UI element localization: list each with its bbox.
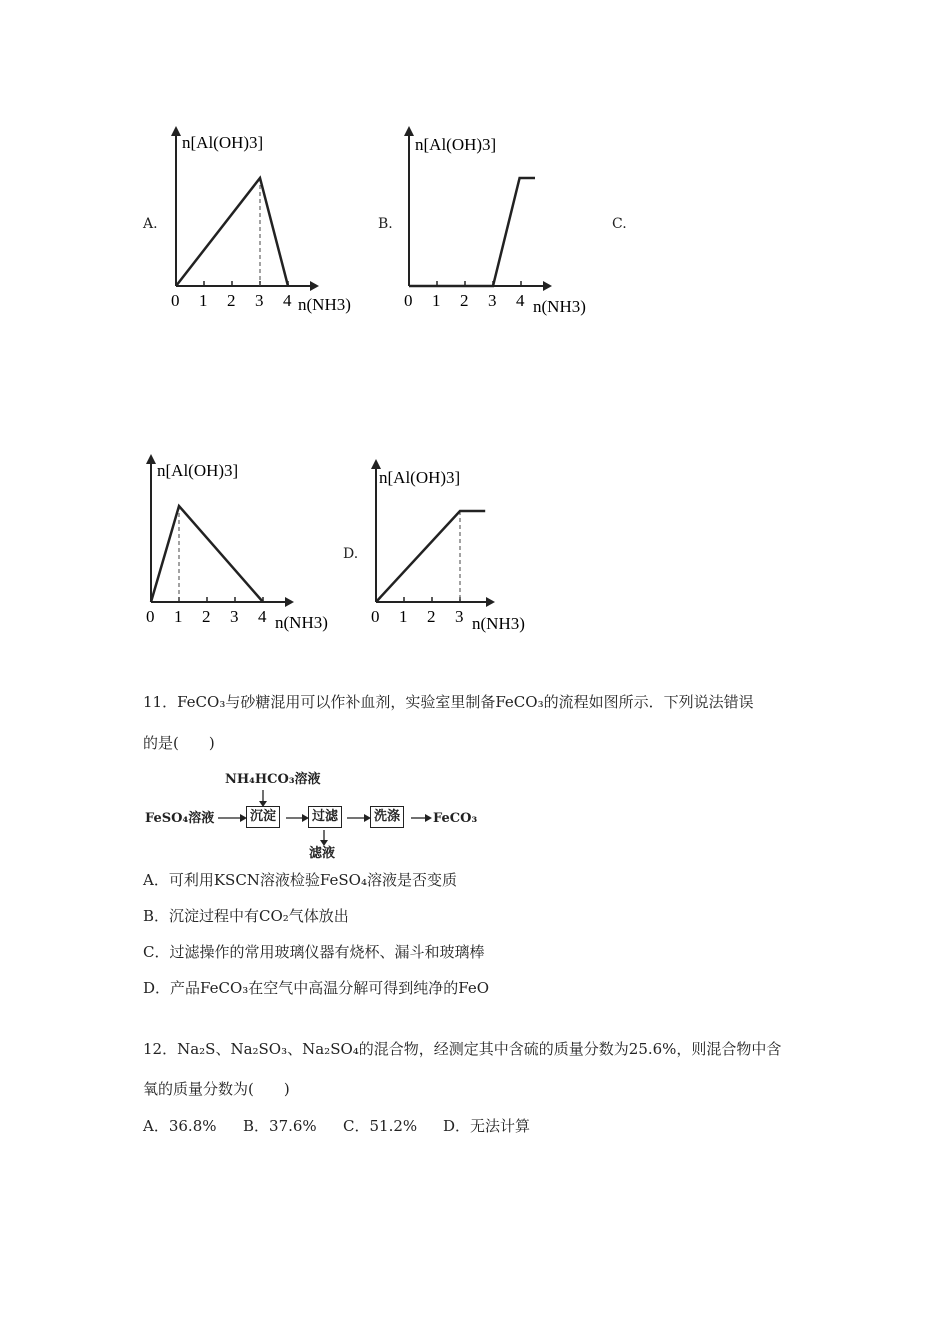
arrow-icon [425, 814, 432, 822]
graph-d [360, 455, 560, 640]
q11-option-c: C．过滤操作的常用玻璃仪器有烧杯、漏斗和玻璃棒 [143, 943, 485, 961]
arrow-icon [364, 814, 371, 822]
x-tick-label: 2 [227, 291, 236, 310]
x-tick-label: 1 [174, 607, 183, 626]
x-tick-label: 2 [427, 607, 436, 626]
x-axis-label: n(NH3) [533, 297, 586, 316]
option-label-d: D. [343, 546, 359, 562]
q12-option-c: C．51.2% [343, 1117, 418, 1135]
y-axis-label: n[Al(OH)3] [157, 461, 239, 480]
x-axis-label: n(NH3) [472, 614, 525, 633]
x-tick-label: 4 [283, 291, 292, 310]
x-tick-label: 3 [230, 607, 239, 626]
y-axis-arrow [146, 454, 156, 464]
x-tick-label: 0 [404, 291, 413, 310]
q12-stem-line1: 12．Na₂S、Na₂SO₃、Na₂SO₄的混合物，经测定其中含硫的质量分数为25.6%，则混合物中含 [143, 1040, 782, 1058]
x-axis-label: n(NH3) [275, 613, 328, 632]
data-line [409, 178, 535, 286]
x-tick-label: 3 [455, 607, 464, 626]
x-tick-label: 3 [488, 291, 497, 310]
x-tick-label: 0 [146, 607, 155, 626]
arrow-icon [240, 814, 247, 822]
data-line [376, 511, 485, 602]
data-line [151, 506, 263, 602]
arrow-icon [320, 840, 328, 846]
y-axis-label: n[Al(OH)3] [379, 468, 461, 487]
x-tick-label: 4 [516, 291, 525, 310]
x-axis-arrow [285, 597, 294, 607]
x-tick-label: 2 [202, 607, 211, 626]
option-label-b: B. [378, 216, 393, 232]
flow-arrows [143, 770, 503, 865]
x-tick-label: 3 [255, 291, 264, 310]
x-tick-label: 4 [258, 607, 267, 626]
y-axis-arrow [404, 126, 414, 136]
x-axis-arrow [486, 597, 495, 607]
option-label-c: C. [612, 216, 627, 232]
data-line [176, 178, 288, 286]
x-tick-label: 0 [171, 291, 180, 310]
x-axis-arrow [310, 281, 319, 291]
flow-step-wash: 洗涤 [370, 806, 404, 828]
y-axis-label: n[Al(OH)3] [182, 133, 264, 152]
q11-stem-line1: 11．FeCO₃与砂糖混用可以作补血剂，实验室里制备FeCO₃的流程如图所示．下列说法错误 [143, 693, 754, 711]
option-label-a: A. [143, 216, 158, 232]
arrow-icon [259, 801, 267, 807]
q12-option-a: A．36.8% [143, 1117, 217, 1135]
q11-option-d: D．产品FeCO₃在空气中高温分解可得到纯净的FeO [143, 979, 490, 997]
y-axis-label: n[Al(OH)3] [415, 135, 497, 154]
x-axis-arrow [543, 281, 552, 291]
q11-option-a: A．可利用KSCN溶液检验FeSO₄溶液是否变质 [143, 871, 457, 889]
x-tick-label: 1 [199, 291, 208, 310]
x-axis-label: n(NH3) [298, 295, 351, 314]
flow-byproduct: 滤液 [309, 846, 336, 861]
flow-start: FeSO₄溶液 [145, 811, 215, 826]
x-tick-label: 2 [460, 291, 469, 310]
x-tick-label: 1 [432, 291, 441, 310]
flow-reagent: NH₄HCO₃溶液 [225, 772, 321, 787]
q12-option-d: D．无法计算 [443, 1117, 531, 1135]
graph-b [393, 122, 608, 322]
flow-diagram [143, 770, 503, 865]
flow-step-precipitate: 沉淀 [246, 806, 280, 828]
q12-option-b: B．37.6% [243, 1117, 317, 1135]
graph-c [135, 450, 345, 640]
graph-a [160, 122, 370, 322]
y-axis-arrow [171, 126, 181, 136]
x-tick-label: 0 [371, 607, 380, 626]
q12-stem-line2: 氧的质量分数为( ) [143, 1080, 290, 1098]
flow-step-filter: 过滤 [308, 806, 342, 828]
q11-option-b: B．沉淀过程中有CO₂气体放出 [143, 907, 349, 925]
flow-product: FeCO₃ [433, 811, 478, 826]
arrow-icon [302, 814, 309, 822]
q11-stem-line2: 的是( ) [143, 734, 215, 752]
x-tick-label: 1 [399, 607, 408, 626]
